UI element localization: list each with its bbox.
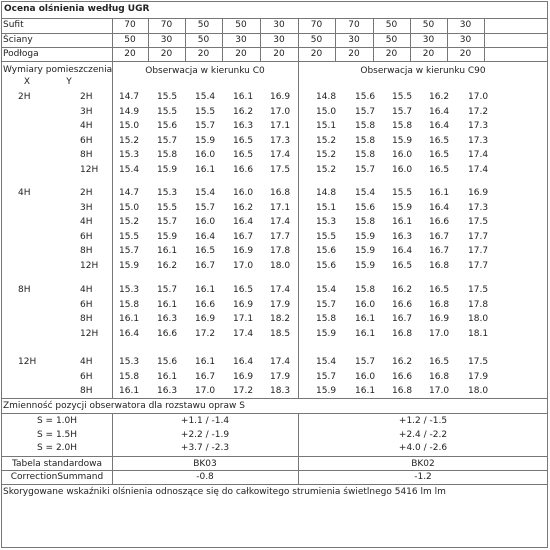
rule-line bbox=[260, 18, 261, 61]
ugr-value-c90: 16.6 bbox=[392, 299, 413, 310]
rule-line bbox=[1, 456, 548, 457]
variation-c0: +3.7 / -2.3 bbox=[180, 443, 230, 453]
header-cell: 20 bbox=[310, 49, 323, 59]
ugr-value-c0: 16.0 bbox=[195, 150, 216, 160]
ugr-value-c90: 15.6 bbox=[355, 202, 376, 213]
ugr-value-c90: 16.5 bbox=[429, 150, 450, 160]
ugr-value-c90: 15.6 bbox=[355, 92, 376, 102]
rule-line bbox=[1, 470, 548, 471]
rule-line bbox=[185, 18, 186, 61]
ugr-value-c90: 16.4 bbox=[392, 246, 413, 256]
ugr-value-c90: 17.0 bbox=[429, 328, 450, 339]
ugr-value-c90: 15.7 bbox=[316, 371, 337, 382]
ugr-value-c0: 17.5 bbox=[270, 164, 291, 175]
rule-line bbox=[335, 18, 336, 61]
ugr-value-c0: 15.7 bbox=[157, 135, 178, 146]
rule-line bbox=[222, 18, 223, 61]
ugr-value-c0: 15.2 bbox=[119, 217, 140, 227]
ugr-value-c90: 16.5 bbox=[429, 357, 450, 367]
ugr-value-c0: 17.4 bbox=[233, 328, 254, 339]
header-cell: 20 bbox=[385, 49, 398, 59]
header-cell: 20 bbox=[197, 49, 210, 59]
header-cell: 30 bbox=[459, 20, 472, 30]
ugr-value-c90: 15.9 bbox=[392, 135, 413, 146]
ugr-value-c90: 15.4 bbox=[316, 285, 337, 295]
ugr-value-c0: 16.9 bbox=[233, 246, 254, 256]
ugr-value-c90: 15.3 bbox=[316, 217, 337, 227]
ugr-value-c0: 17.4 bbox=[270, 285, 291, 295]
ugr-value-c90: 16.1 bbox=[355, 386, 376, 396]
ugr-value-c0: 16.5 bbox=[195, 246, 216, 256]
ugr-value-c0: 15.0 bbox=[119, 202, 140, 213]
ugr-value-c90: 17.3 bbox=[468, 135, 489, 146]
ugr-value-c0: 16.1 bbox=[195, 285, 216, 295]
rule-line bbox=[1, 398, 548, 399]
header-cell: 70 bbox=[348, 20, 360, 30]
header-cell: 50 bbox=[197, 20, 210, 30]
ugr-value-c90: 17.7 bbox=[468, 260, 489, 271]
ugr-value-c90: 16.8 bbox=[429, 260, 450, 271]
ugr-value-c90: 16.1 bbox=[392, 217, 413, 227]
ugr-value-c90: 15.8 bbox=[355, 135, 376, 146]
ugr-value-c0: 14.7 bbox=[119, 188, 140, 198]
ugr-value-c90: 17.8 bbox=[468, 299, 489, 310]
ugr-value-c0: 15.7 bbox=[195, 121, 216, 131]
ugr-value-c0: 16.9 bbox=[233, 371, 254, 382]
ugr-value-c90: 15.9 bbox=[355, 260, 376, 271]
rule-line bbox=[298, 61, 299, 398]
ugr-value-c90: 16.0 bbox=[355, 371, 376, 382]
ugr-value-c0: 17.2 bbox=[195, 328, 216, 339]
ugr-value-c0: 16.6 bbox=[157, 328, 178, 339]
ugr-value-c0: 15.6 bbox=[157, 121, 178, 131]
row-y-label: 8H bbox=[80, 246, 93, 256]
rule-line bbox=[1, 413, 548, 414]
ugr-value-c0: 14.7 bbox=[119, 92, 140, 102]
ugr-value-c0: 15.8 bbox=[119, 371, 140, 382]
ugr-value-c0: 18.2 bbox=[270, 314, 291, 324]
ugr-value-c0: 17.4 bbox=[270, 357, 291, 367]
ugr-value-c90: 17.3 bbox=[468, 202, 489, 213]
row-y-label: 8H bbox=[80, 386, 93, 396]
ugr-value-c90: 17.9 bbox=[468, 371, 489, 382]
variation-c90: +4.0 / -2.6 bbox=[398, 443, 448, 453]
ugr-value-c90: 17.4 bbox=[468, 164, 489, 175]
ugr-value-c90: 17.5 bbox=[468, 285, 489, 295]
ugr-value-c0: 15.6 bbox=[157, 357, 178, 367]
ugr-value-c90: 17.2 bbox=[468, 106, 489, 117]
ugr-value-c90: 17.7 bbox=[468, 231, 489, 242]
ugr-value-c0: 16.2 bbox=[233, 202, 254, 213]
ugr-value-c90: 15.4 bbox=[355, 188, 376, 198]
ugr-value-c0: 15.5 bbox=[157, 106, 178, 117]
ugr-value-c90: 16.0 bbox=[392, 164, 413, 175]
ugr-value-c0: 16.6 bbox=[195, 299, 216, 310]
header-cell: 30 bbox=[348, 35, 360, 45]
rule-line bbox=[112, 61, 113, 398]
ugr-value-c90: 16.5 bbox=[392, 260, 413, 271]
ugr-value-c0: 16.7 bbox=[195, 260, 216, 271]
ugr-value-c0: 16.2 bbox=[157, 260, 178, 271]
ugr-value-c0: 17.4 bbox=[270, 150, 291, 160]
rule-line bbox=[484, 18, 485, 61]
row-y-label: 8H bbox=[80, 150, 93, 160]
ugr-value-c90: 16.5 bbox=[429, 285, 450, 295]
row-y-label: 4H bbox=[80, 357, 93, 367]
ugr-value-c90: 15.8 bbox=[392, 121, 413, 131]
ugr-value-c0: 17.1 bbox=[270, 121, 291, 131]
ugr-value-c90: 16.1 bbox=[355, 314, 376, 324]
ugr-value-c90: 16.8 bbox=[392, 328, 413, 339]
header-cell: 20 bbox=[273, 49, 285, 59]
header-cell: 70 bbox=[310, 20, 323, 30]
rule-line bbox=[112, 413, 113, 484]
variation-label: S = 1.0H bbox=[36, 416, 78, 426]
ugr-value-c0: 16.3 bbox=[233, 121, 254, 131]
ugr-value-c0: 15.3 bbox=[119, 150, 140, 160]
row-y-label: 6H bbox=[80, 135, 93, 146]
ugr-value-c90: 15.4 bbox=[316, 357, 337, 367]
ugr-value-c0: 15.7 bbox=[157, 285, 178, 295]
ugr-value-c0: 16.0 bbox=[233, 188, 254, 198]
ugr-value-c90: 17.0 bbox=[429, 386, 450, 396]
ugr-value-c90: 15.1 bbox=[316, 202, 337, 213]
ugr-value-c0: 17.2 bbox=[233, 386, 254, 396]
ugr-value-c90: 16.5 bbox=[429, 164, 450, 175]
ugr-value-c90: 14.8 bbox=[316, 92, 337, 102]
ugr-value-c90: 15.2 bbox=[316, 135, 337, 146]
ugr-value-c0: 17.9 bbox=[270, 371, 291, 382]
ugr-value-c0: 16.4 bbox=[233, 357, 254, 367]
header-cell: 70 bbox=[124, 20, 136, 30]
group-x-label: 4H bbox=[18, 188, 31, 198]
y-label: Y bbox=[66, 77, 72, 87]
rule-line bbox=[112, 18, 113, 61]
ugr-value-c0: 16.7 bbox=[233, 231, 254, 242]
ugr-value-c90: 16.9 bbox=[429, 314, 450, 324]
ugr-value-c0: 18.0 bbox=[270, 260, 291, 271]
ugr-value-c0: 17.4 bbox=[270, 217, 291, 227]
row-y-label: 6H bbox=[80, 371, 93, 382]
ugr-value-c0: 14.9 bbox=[119, 106, 140, 117]
ugr-value-c90: 17.4 bbox=[468, 150, 489, 160]
header-cell: 30 bbox=[459, 35, 472, 45]
ugr-value-c90: 15.8 bbox=[355, 217, 376, 227]
ugr-value-c0: 15.4 bbox=[119, 164, 140, 175]
correction-c90: -1.2 bbox=[414, 472, 432, 482]
ugr-value-c90: 15.5 bbox=[316, 231, 337, 242]
ugr-value-c90: 15.2 bbox=[316, 164, 337, 175]
header-cell: 20 bbox=[348, 49, 360, 59]
ugr-value-c90: 17.7 bbox=[468, 246, 489, 256]
ugr-value-c90: 15.6 bbox=[316, 246, 337, 256]
ugr-value-c90: 18.0 bbox=[468, 386, 489, 396]
ugr-value-c90: 16.8 bbox=[392, 386, 413, 396]
ugr-value-c90: 15.8 bbox=[355, 121, 376, 131]
rule-line bbox=[373, 18, 374, 61]
ugr-value-c0: 16.1 bbox=[233, 92, 254, 102]
header-cell: 30 bbox=[273, 35, 285, 45]
header-cell: 50 bbox=[385, 35, 398, 45]
row-y-label: 4H bbox=[80, 121, 93, 131]
ugr-value-c0: 16.7 bbox=[195, 371, 216, 382]
variation-title: Zmienność pozycji obserwatora dla rozstawu opraw S bbox=[3, 401, 245, 411]
header-cell: 20 bbox=[459, 49, 472, 59]
ugr-value-c0: 18.5 bbox=[270, 328, 291, 339]
row-y-label: 8H bbox=[80, 314, 93, 324]
header-cell: 30 bbox=[422, 35, 435, 45]
ugr-value-c90: 18.0 bbox=[468, 314, 489, 324]
ugr-value-c90: 15.9 bbox=[392, 202, 413, 213]
ugr-value-c0: 16.1 bbox=[119, 314, 140, 324]
ugr-value-c0: 16.1 bbox=[157, 246, 178, 256]
ugr-value-c0: 17.8 bbox=[270, 246, 291, 256]
row-y-label: 2H bbox=[80, 92, 93, 102]
header-cell: 20 bbox=[235, 49, 247, 59]
header-cell: 50 bbox=[310, 35, 323, 45]
ugr-value-c0: 16.9 bbox=[270, 92, 291, 102]
ugr-value-c0: 15.9 bbox=[195, 135, 216, 146]
ugr-value-c0: 17.0 bbox=[270, 106, 291, 117]
ugr-value-c90: 16.3 bbox=[392, 231, 413, 242]
ugr-value-c0: 15.7 bbox=[195, 202, 216, 213]
standard-table-c90: BK02 bbox=[411, 459, 435, 469]
ugr-value-c0: 16.5 bbox=[233, 285, 254, 295]
ugr-value-c0: 15.5 bbox=[157, 92, 178, 102]
ugr-value-c0: 16.0 bbox=[195, 217, 216, 227]
group-x-label: 2H bbox=[18, 92, 31, 102]
ugr-value-c0: 17.0 bbox=[195, 386, 216, 396]
ugr-value-c0: 16.1 bbox=[195, 164, 216, 175]
ugr-value-c0: 15.4 bbox=[195, 188, 216, 198]
ugr-value-c0: 15.9 bbox=[157, 231, 178, 242]
ugr-value-c90: 14.8 bbox=[316, 188, 337, 198]
header-cell: 30 bbox=[273, 20, 285, 30]
rule-line bbox=[447, 18, 448, 61]
ugr-value-c0: 16.3 bbox=[157, 314, 178, 324]
c0-label: Obserwacja w kierunku C0 bbox=[145, 66, 265, 76]
ugr-value-c90: 16.7 bbox=[429, 246, 450, 256]
ugr-value-c90: 15.5 bbox=[392, 188, 413, 198]
ugr-value-c0: 17.1 bbox=[270, 202, 291, 213]
ugr-value-c90: 16.9 bbox=[468, 188, 489, 198]
ugr-value-c90: 16.4 bbox=[429, 106, 450, 117]
ugr-value-c0: 16.1 bbox=[119, 386, 140, 396]
ugr-value-c90: 15.7 bbox=[355, 164, 376, 175]
correction-label: CorrectionSummand bbox=[10, 472, 104, 482]
rule-line bbox=[1, 484, 548, 485]
ugr-value-c0: 16.6 bbox=[233, 164, 254, 175]
row-y-label: 3H bbox=[80, 202, 93, 213]
rule-line bbox=[1, 18, 548, 19]
ugr-value-c0: 16.3 bbox=[157, 386, 178, 396]
rule-line bbox=[1, 33, 548, 34]
ugr-value-c0: 15.7 bbox=[157, 217, 178, 227]
ugr-value-c90: 15.8 bbox=[355, 285, 376, 295]
header-cell: 50 bbox=[235, 20, 247, 30]
footer-note: Skorygowane wskaźniki olśnienia odnoszące się do całkowitego strumienia świetlnego 5416 lm lm bbox=[3, 487, 446, 497]
ugr-value-c90: 15.1 bbox=[316, 121, 337, 131]
ugr-value-c90: 15.7 bbox=[355, 106, 376, 117]
header-row-label: Sufit bbox=[3, 20, 24, 30]
ugr-value-c0: 16.4 bbox=[119, 328, 140, 339]
ugr-value-c0: 16.4 bbox=[233, 217, 254, 227]
ugr-value-c90: 18.1 bbox=[468, 328, 489, 339]
ugr-value-c90: 15.7 bbox=[392, 106, 413, 117]
ugr-value-c90: 17.5 bbox=[468, 217, 489, 227]
rule-line bbox=[148, 18, 149, 61]
ugr-value-c90: 15.7 bbox=[355, 357, 376, 367]
ugr-value-c90: 16.8 bbox=[429, 299, 450, 310]
standard-table-label: Tabela standardowa bbox=[12, 459, 102, 469]
ugr-value-c0: 16.5 bbox=[233, 150, 254, 160]
ugr-value-c0: 16.1 bbox=[157, 371, 178, 382]
header-cell: 50 bbox=[385, 20, 398, 30]
ugr-value-c90: 16.4 bbox=[429, 121, 450, 131]
ugr-value-c0: 16.2 bbox=[233, 106, 254, 117]
ugr-value-c90: 16.2 bbox=[392, 357, 413, 367]
ugr-value-c0: 15.9 bbox=[119, 260, 140, 271]
ugr-value-c0: 15.2 bbox=[119, 135, 140, 146]
row-y-label: 12H bbox=[80, 164, 99, 175]
correction-c0: -0.8 bbox=[196, 472, 214, 482]
standard-table-c0: BK03 bbox=[193, 459, 217, 469]
variation-c90: +2.4 / -2.2 bbox=[398, 430, 448, 440]
ugr-value-c90: 16.4 bbox=[429, 202, 450, 213]
ugr-value-c90: 16.2 bbox=[429, 92, 450, 102]
ugr-value-c90: 16.6 bbox=[392, 371, 413, 382]
ugr-value-c0: 16.4 bbox=[195, 231, 216, 242]
ugr-value-c90: 16.6 bbox=[429, 217, 450, 227]
header-row-label: Podłoga bbox=[3, 49, 39, 59]
ugr-value-c0: 15.5 bbox=[195, 106, 216, 117]
header-cell: 50 bbox=[197, 35, 210, 45]
rule-line bbox=[410, 18, 411, 61]
row-y-label: 4H bbox=[80, 285, 93, 295]
ugr-value-c90: 15.8 bbox=[316, 314, 337, 324]
ugr-value-c90: 15.9 bbox=[316, 386, 337, 396]
ugr-value-c90: 17.3 bbox=[468, 121, 489, 131]
rule-line bbox=[298, 413, 299, 484]
ugr-value-c0: 16.5 bbox=[233, 135, 254, 146]
ugr-value-c90: 15.9 bbox=[355, 231, 376, 242]
row-y-label: 3H bbox=[80, 106, 93, 117]
ugr-value-c0: 16.9 bbox=[195, 314, 216, 324]
ugr-value-c0: 15.8 bbox=[157, 150, 178, 160]
ugr-value-c0: 15.3 bbox=[119, 285, 140, 295]
header-row-label: Ściany bbox=[3, 35, 33, 45]
ugr-value-c0: 15.0 bbox=[119, 121, 140, 131]
variation-label: S = 2.0H bbox=[36, 443, 78, 453]
variation-c90: +1.2 / -1.5 bbox=[398, 416, 448, 426]
group-x-label: 8H bbox=[18, 285, 31, 295]
ugr-value-c90: 15.6 bbox=[316, 260, 337, 271]
variation-c0: +2.2 / -1.9 bbox=[180, 430, 230, 440]
ugr-value-c0: 15.3 bbox=[119, 357, 140, 367]
x-label: X bbox=[23, 77, 31, 87]
ugr-value-c0: 17.1 bbox=[233, 314, 254, 324]
header-cell: 20 bbox=[422, 49, 435, 59]
ugr-value-c90: 15.7 bbox=[316, 299, 337, 310]
header-cell: 30 bbox=[235, 35, 247, 45]
c90-label: Obserwacja w kierunku C90 bbox=[360, 66, 486, 76]
ugr-value-c90: 16.5 bbox=[429, 135, 450, 146]
page-title: Ocena olśnienia według UGR bbox=[4, 4, 150, 14]
ugr-value-c0: 15.5 bbox=[119, 231, 140, 242]
ugr-value-c90: 15.9 bbox=[316, 328, 337, 339]
header-cell: 20 bbox=[124, 49, 136, 59]
ugr-value-c90: 15.8 bbox=[355, 150, 376, 160]
ugr-value-c0: 15.9 bbox=[157, 164, 178, 175]
ugr-value-c0: 15.7 bbox=[119, 246, 140, 256]
ugr-value-c90: 16.8 bbox=[429, 371, 450, 382]
ugr-value-c90: 17.5 bbox=[468, 357, 489, 367]
dims-label: Wymiary pomieszczenia bbox=[3, 65, 113, 75]
ugr-value-c0: 15.5 bbox=[157, 202, 178, 213]
header-cell: 70 bbox=[160, 20, 173, 30]
ugr-value-c90: 16.7 bbox=[429, 231, 450, 242]
ugr-value-c90: 16.1 bbox=[355, 328, 376, 339]
ugr-value-c0: 15.8 bbox=[119, 299, 140, 310]
ugr-value-c0: 17.9 bbox=[270, 299, 291, 310]
ugr-value-c90: 15.9 bbox=[355, 246, 376, 256]
ugr-value-c0: 16.1 bbox=[195, 357, 216, 367]
ugr-value-c0: 16.1 bbox=[157, 299, 178, 310]
header-cell: 20 bbox=[160, 49, 173, 59]
group-x-label: 12H bbox=[18, 357, 37, 367]
row-y-label: 12H bbox=[80, 260, 99, 271]
ugr-value-c90: 16.1 bbox=[429, 188, 450, 198]
row-y-label: 12H bbox=[80, 328, 99, 339]
header-cell: 50 bbox=[422, 20, 435, 30]
ugr-value-c0: 16.9 bbox=[233, 299, 254, 310]
row-y-label: 2H bbox=[80, 188, 93, 198]
row-y-label: 4H bbox=[80, 217, 93, 227]
header-cell: 50 bbox=[124, 35, 136, 45]
rule-line bbox=[1, 61, 548, 62]
row-y-label: 6H bbox=[80, 299, 93, 310]
row-y-label: 6H bbox=[80, 231, 93, 242]
ugr-value-c0: 17.3 bbox=[270, 135, 291, 146]
ugr-value-c90: 15.0 bbox=[316, 106, 337, 117]
header-cell: 30 bbox=[160, 35, 173, 45]
variation-label: S = 1.5H bbox=[36, 430, 78, 440]
ugr-value-c90: 16.0 bbox=[355, 299, 376, 310]
ugr-value-c90: 16.0 bbox=[392, 150, 413, 160]
ugr-value-c90: 16.2 bbox=[392, 285, 413, 295]
variation-c0: +1.1 / -1.4 bbox=[180, 416, 230, 426]
ugr-value-c0: 17.7 bbox=[270, 231, 291, 242]
rule-line bbox=[1, 47, 548, 48]
ugr-value-c90: 15.2 bbox=[316, 150, 337, 160]
ugr-value-c90: 15.5 bbox=[392, 92, 413, 102]
ugr-value-c90: 16.7 bbox=[392, 314, 413, 324]
ugr-value-c0: 17.0 bbox=[233, 260, 254, 271]
rule-line bbox=[298, 18, 299, 61]
ugr-value-c90: 17.0 bbox=[468, 92, 489, 102]
ugr-value-c0: 16.8 bbox=[270, 188, 291, 198]
ugr-value-c0: 15.3 bbox=[157, 188, 178, 198]
ugr-value-c0: 18.3 bbox=[270, 386, 291, 396]
ugr-value-c0: 15.4 bbox=[195, 92, 216, 102]
